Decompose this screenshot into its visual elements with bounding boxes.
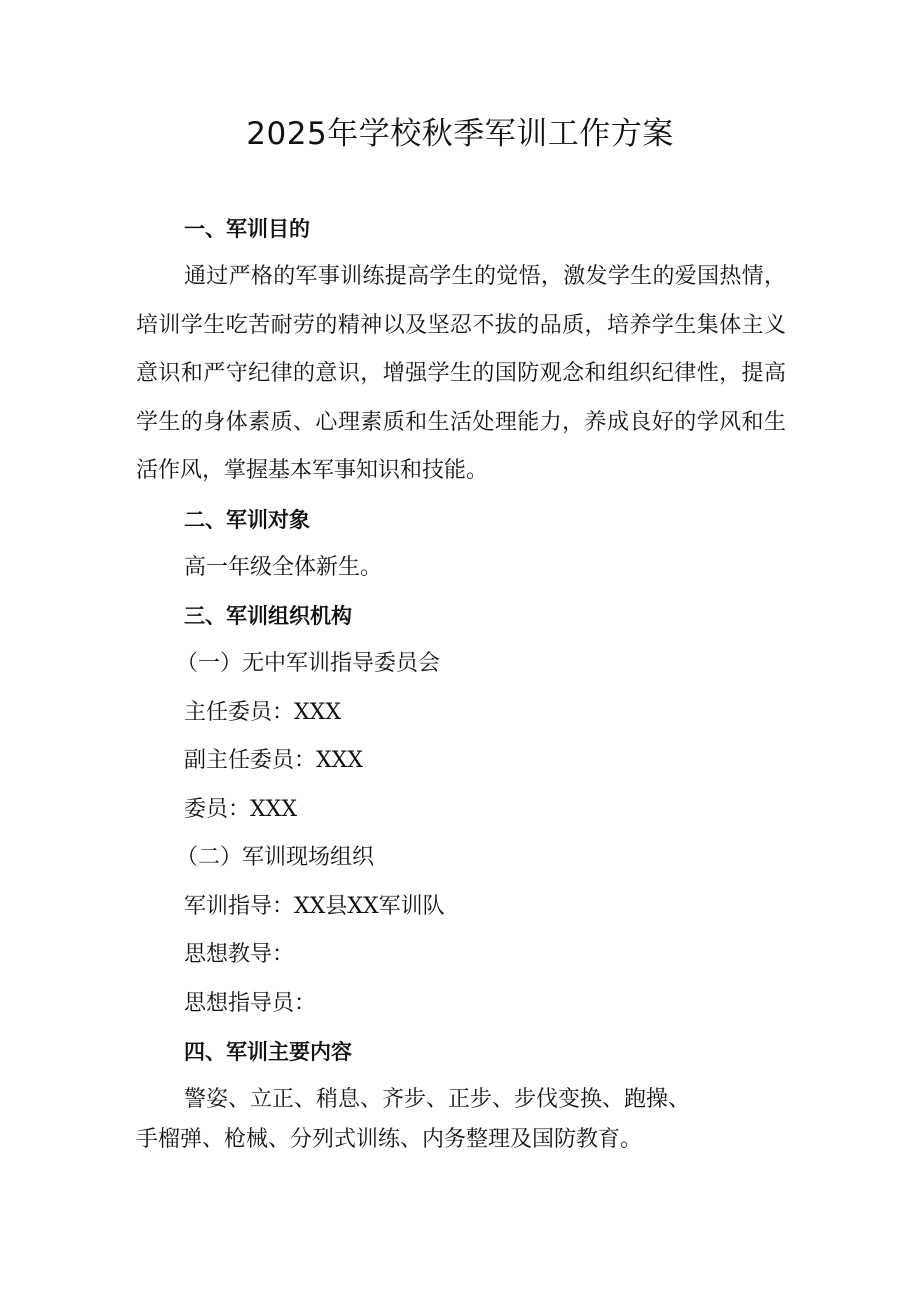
field-ideology-guide: 思想指导员： bbox=[184, 991, 317, 1016]
committee-vice-director: 副主任委员：XXX bbox=[184, 748, 363, 773]
document-title: 2025年学校秋季军训工作方案 bbox=[246, 116, 674, 152]
field-ideology-teacher: 思想教导： bbox=[184, 942, 295, 967]
section-heading-organization: 三、军训组织机构 bbox=[184, 604, 352, 628]
field-instructor: 军训指导：XX县XX军训队 bbox=[184, 894, 445, 919]
section-body-purpose: 通过严格的军事训练提高学生的觉悟，激发学生的爱国热情，培训学生吃苦耐劳的精神以及坚忍不拔的品质，培养学生集体主义意识和严守纪律的意识，增强学生的国防观念和组织纪律性，提高学生的身体素质、心理素质和生活处理能力，养成良好的学风和生活作风，掌握基本军事知识和技能。 bbox=[136, 264, 786, 484]
committee-director: 主任委员：XXX bbox=[184, 700, 341, 725]
section-heading-content: 四、军训主要内容 bbox=[184, 1040, 352, 1064]
section-body-content-line2: 手榴弹、枪械、分列式训练、内务整理及国防教育。 bbox=[136, 1127, 643, 1152]
section-heading-purpose: 一、军训目的 bbox=[184, 217, 310, 241]
section-heading-target: 二、军训对象 bbox=[184, 508, 310, 532]
section-body-target: 高一年级全体新生。 bbox=[184, 555, 383, 580]
committee-member: 委员：XXX bbox=[184, 797, 297, 822]
section-body-content-line1: 警姿、立正、稍息、齐步、正步、步伐变换、跑操、 bbox=[184, 1087, 691, 1112]
subheading-committee: （一）无中军训指导委员会 bbox=[176, 651, 441, 676]
subheading-field: （二）军训现场组织 bbox=[176, 845, 375, 870]
